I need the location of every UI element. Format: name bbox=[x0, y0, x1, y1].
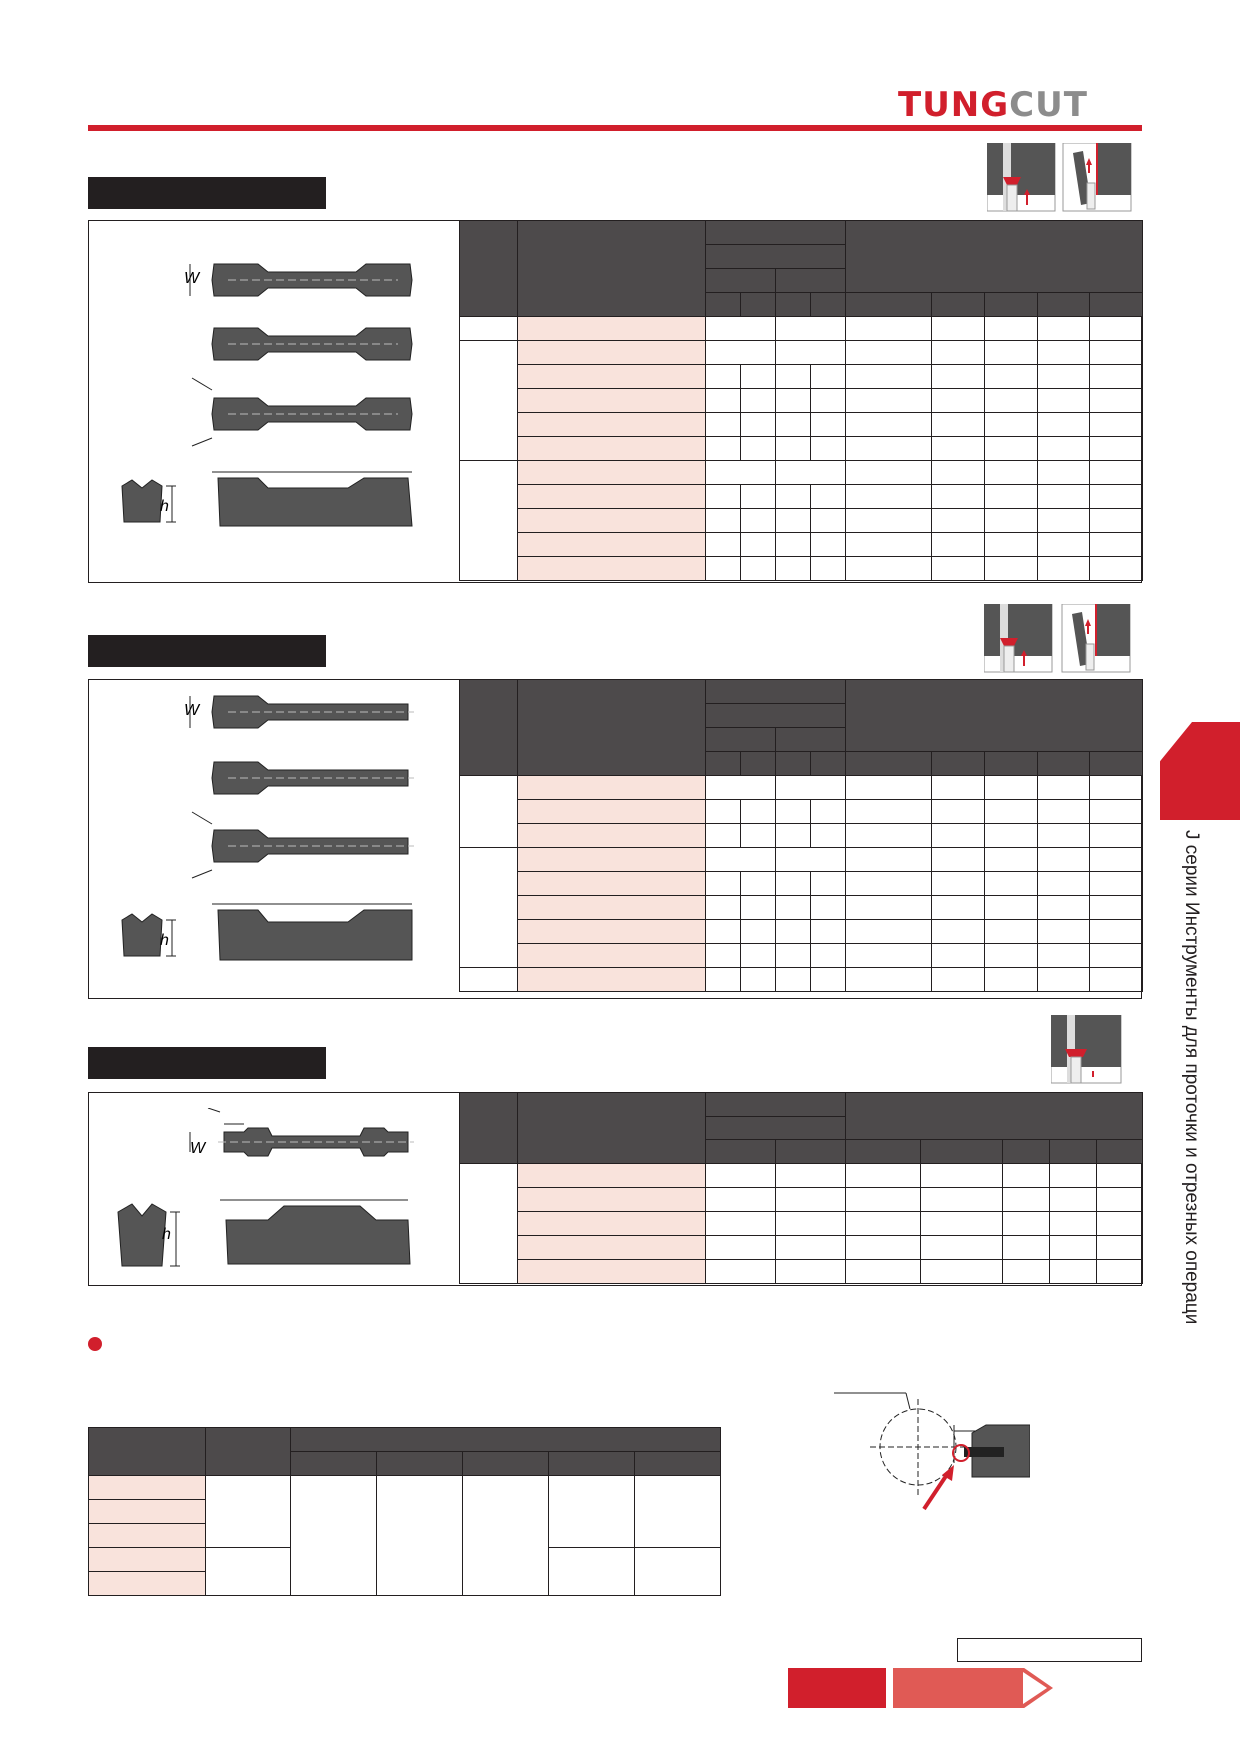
section-3-insert-drawing bbox=[108, 1108, 458, 1278]
tungcut-logo bbox=[898, 85, 1143, 125]
table-row bbox=[460, 944, 1143, 968]
section-3-w-label: W bbox=[190, 1140, 206, 1157]
logo-tung: TUNG bbox=[898, 85, 1010, 125]
table-row bbox=[460, 824, 1143, 848]
table-row bbox=[460, 389, 1143, 413]
table-row bbox=[460, 896, 1143, 920]
table-row bbox=[89, 1476, 721, 1500]
section-2-spec-table bbox=[459, 679, 1143, 992]
table-row bbox=[460, 680, 1143, 704]
section-1-w-label: W bbox=[184, 270, 200, 287]
table-row bbox=[460, 485, 1143, 509]
next-page-button[interactable] bbox=[893, 1668, 1053, 1708]
section-3-operation-icon bbox=[1051, 1015, 1123, 1085]
section-1-operation-icons bbox=[987, 143, 1133, 213]
arrow-right-icon bbox=[1023, 1672, 1047, 1704]
table-row bbox=[460, 341, 1143, 365]
table-row bbox=[460, 1260, 1143, 1284]
note-box bbox=[957, 1638, 1142, 1662]
section-2-operation-icons bbox=[984, 604, 1132, 674]
table-row bbox=[460, 461, 1143, 485]
prev-page-button[interactable] bbox=[788, 1668, 886, 1708]
section-1-title-bar bbox=[88, 177, 326, 209]
header-rule bbox=[88, 125, 1142, 131]
cutting-diagram bbox=[830, 1385, 1030, 1515]
section-1-spec-table bbox=[459, 220, 1143, 581]
bottom-recommendation-table bbox=[88, 1427, 721, 1596]
side-tab-text: J серии Инструменты для проточки и отрезных операци bbox=[1181, 830, 1202, 1325]
table-row bbox=[460, 533, 1143, 557]
table-row bbox=[460, 557, 1143, 581]
section-1-h-label: h bbox=[160, 498, 169, 515]
table-row bbox=[460, 413, 1143, 437]
section-2-title-bar bbox=[88, 635, 326, 667]
section-3-title-bar bbox=[88, 1047, 326, 1079]
table-row bbox=[460, 968, 1143, 992]
table-row bbox=[460, 776, 1143, 800]
section-3-h-label: h bbox=[162, 1226, 171, 1243]
bullet-dot bbox=[88, 1337, 102, 1351]
section-2-w-label: W bbox=[184, 702, 200, 719]
table-row bbox=[460, 1093, 1143, 1117]
logo-cut: CUT bbox=[1009, 85, 1088, 125]
table-row bbox=[460, 1164, 1143, 1188]
table-row bbox=[460, 437, 1143, 461]
table-row bbox=[460, 365, 1143, 389]
section-3-spec-table bbox=[459, 1092, 1143, 1284]
table-row bbox=[460, 920, 1143, 944]
table-row bbox=[460, 1188, 1143, 1212]
table-row bbox=[460, 800, 1143, 824]
section-2-h-label: h bbox=[160, 932, 169, 949]
table-row bbox=[460, 1236, 1143, 1260]
table-row bbox=[460, 317, 1143, 341]
table-row bbox=[460, 509, 1143, 533]
table-row bbox=[460, 221, 1143, 245]
table-row bbox=[460, 1212, 1143, 1236]
section-1-insert-drawing bbox=[108, 250, 458, 540]
side-tab-marker bbox=[1160, 722, 1240, 820]
table-row bbox=[460, 872, 1143, 896]
table-row bbox=[89, 1428, 721, 1452]
table-row bbox=[460, 848, 1143, 872]
